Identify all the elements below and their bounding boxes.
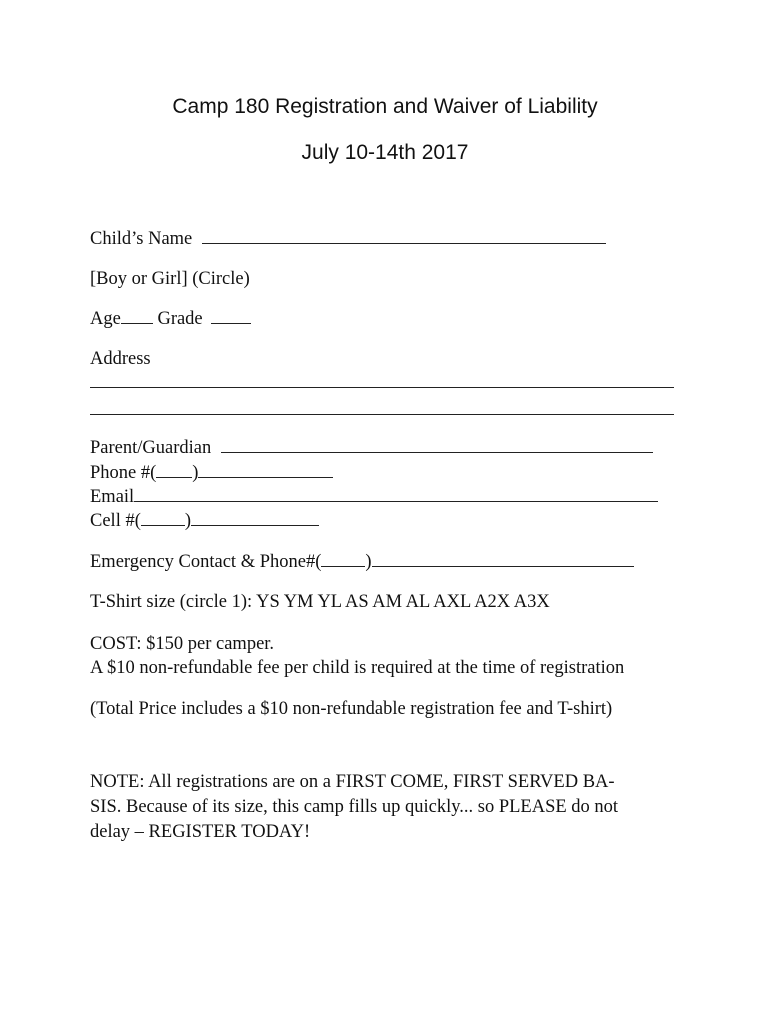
gender-label: [Boy or Girl] (Circle) (90, 269, 250, 289)
email-label: Email (90, 487, 135, 507)
email-blank[interactable] (134, 486, 658, 502)
camp-dates: July 10-14th 2017 (301, 141, 469, 164)
note-line-2: SIS. Because of its size, this camp fills up quickly... so PLEASE do not (90, 797, 619, 817)
phone-label: Phone #( (90, 463, 157, 483)
phone-number-blank[interactable] (198, 462, 333, 478)
emergency-number-blank[interactable] (372, 551, 634, 567)
emergency-paren: ) (365, 552, 372, 572)
address-label: Address (90, 349, 151, 369)
emergency-label: Emergency Contact & Phone#( (90, 552, 322, 572)
age-grade-row (90, 308, 251, 330)
age-blank[interactable] (121, 308, 153, 324)
cell-row (90, 510, 319, 532)
parent-row (90, 437, 653, 459)
phone-area-blank[interactable] (156, 462, 192, 478)
email-row (90, 486, 658, 508)
phone-paren: ) (192, 463, 199, 483)
address-blank-line-1[interactable] (90, 387, 674, 388)
cost-fee: A $10 non-refundable fee per child is required at the time of registration (90, 658, 625, 678)
child-name-blank[interactable] (202, 228, 606, 244)
cost-price: COST: $150 per camper. (90, 634, 275, 654)
child-name-label: Child’s Name (90, 229, 193, 249)
form-title: Camp 180 Registration and Waiver of Liability (172, 95, 598, 118)
child-name-row (90, 228, 606, 250)
emergency-row (90, 551, 634, 573)
grade-label: Grade (157, 309, 203, 329)
note-line-3: delay – REGISTER TODAY! (90, 822, 311, 842)
age-label: Age (90, 309, 121, 329)
phone-row (90, 462, 333, 484)
cell-label: Cell #( (90, 511, 141, 531)
parent-blank[interactable] (221, 437, 653, 453)
cell-area-blank[interactable] (141, 510, 185, 526)
parent-label: Parent/Guardian (90, 438, 212, 458)
cell-paren: ) (184, 511, 192, 531)
cost-total: (Total Price includes a $10 non-refundable registration fee and T-shirt) (90, 699, 613, 719)
emergency-area-blank[interactable] (321, 551, 365, 567)
grade-blank[interactable] (211, 308, 251, 324)
note-line-1: NOTE: All registrations are on a FIRST COME, FIRST SERVED BA- (90, 772, 615, 792)
cell-number-blank[interactable] (191, 510, 319, 526)
tshirt-size-label: T-Shirt size (circle 1): YS YM YL AS AM AL AXL A2X A3X (90, 592, 550, 612)
address-blank-line-2[interactable] (90, 414, 674, 415)
